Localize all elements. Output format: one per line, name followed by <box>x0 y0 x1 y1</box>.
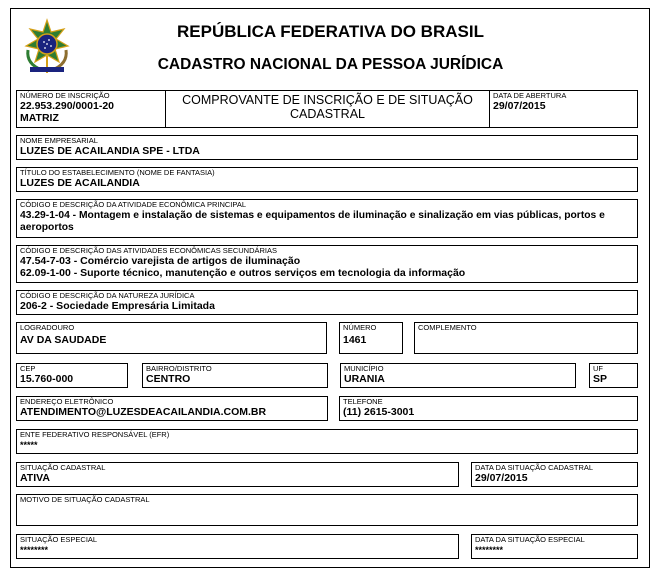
cep-label: CEP <box>20 364 36 373</box>
email-box <box>16 396 328 421</box>
situacao-value: ATIVA <box>20 472 50 484</box>
logradouro-value: AV DA SAUDADE <box>20 334 107 346</box>
atividade-secundaria-item: 62.09-1-00 - Suporte técnico, manutenção e outros serviços em tecnologia da informação <box>20 267 466 279</box>
nome-fantasia-label: TÍTULO DO ESTABELECIMENTO (NOME DE FANTASIA) <box>20 168 215 177</box>
inscricao-box <box>16 90 166 128</box>
data-situacao-value: 29/07/2015 <box>475 472 528 484</box>
numero-box <box>339 322 403 354</box>
email-value: ATENDIMENTO@LUZESDEACAILANDIA.COM.BR <box>20 406 267 418</box>
efr-value: ***** <box>20 440 38 450</box>
municipio-label: MUNICÍPIO <box>344 364 384 373</box>
situacao-especial-value: ******** <box>20 545 49 555</box>
nome-fantasia-box <box>16 167 638 192</box>
comprovante-title-line1: COMPROVANTE DE INSCRIÇÃO E DE SITUAÇÃO <box>182 93 473 107</box>
bairro-value: CENTRO <box>146 373 191 385</box>
inscricao-number: 22.953.290/0001-20 <box>20 100 115 112</box>
atividades-secundarias-box <box>16 245 638 283</box>
natureza-juridica-value: 206-2 - Sociedade Empresária Limitada <box>20 300 215 312</box>
bairro-label: BAIRRO/DISTRITO <box>146 364 212 373</box>
natureza-juridica-box <box>16 290 638 315</box>
numero-label: NÚMERO <box>343 323 377 332</box>
efr-label: ENTE FEDERATIVO RESPONSÁVEL (EFR) <box>20 430 170 439</box>
municipio-box <box>340 363 576 388</box>
natureza-juridica-label: CÓDIGO E DESCRIÇÃO DA NATUREZA JURÍDICA <box>20 291 195 300</box>
logradouro-label: LOGRADOURO <box>20 323 75 332</box>
inscricao-label: NÚMERO DE INSCRIÇÃO <box>20 91 110 100</box>
atividade-principal-value: 43.29-1-04 - Montagem e instalação de sistemas e equipamentos de iluminação e sinalização em vias públicas, portos e aeroportos <box>20 210 605 233</box>
inscricao-type: MATRIZ <box>20 112 59 124</box>
telefone-label: TELEFONE <box>343 397 383 406</box>
complemento-box <box>414 322 638 354</box>
bairro-box <box>142 363 328 388</box>
cep-value: 15.760-000 <box>20 373 74 385</box>
data-situacao-especial-label: DATA DA SITUAÇÃO ESPECIAL <box>475 535 585 544</box>
municipio-value: URANIA <box>344 373 385 385</box>
nome-empresarial-value: LUZES DE ACAILANDIA SPE - LTDA <box>20 145 200 157</box>
atividade-secundaria-item: 47.54-7-03 - Comércio varejista de artigos de iluminação <box>20 255 301 267</box>
situacao-especial-label: SITUAÇÃO ESPECIAL <box>20 535 98 544</box>
email-label: ENDEREÇO ELETRÔNICO <box>20 397 114 406</box>
cep-box <box>16 363 128 388</box>
motivo-box <box>16 494 638 526</box>
efr-box <box>16 429 638 454</box>
comprovante-title-line2: CADASTRAL <box>289 107 366 121</box>
data-situacao-especial-box <box>471 534 638 559</box>
page-title: REPÚBLICA FEDERATIVA DO BRASIL <box>177 22 484 41</box>
situacao-box <box>16 462 459 487</box>
data-situacao-label: DATA DA SITUAÇÃO CADASTRAL <box>475 463 594 472</box>
atividade-principal-box <box>16 199 638 238</box>
abertura-box <box>489 90 638 128</box>
telefone-value: (11) 2615-3001 <box>343 406 415 418</box>
nome-empresarial-box <box>16 135 638 160</box>
situacao-especial-box <box>16 534 459 559</box>
nome-fantasia-value: LUZES DE ACAILANDIA <box>20 177 140 189</box>
page-subtitle: CADASTRO NACIONAL DA PESSOA JURÍDICA <box>157 56 504 73</box>
abertura-value: 29/07/2015 <box>493 100 546 112</box>
telefone-box <box>339 396 638 421</box>
comprovante-box <box>165 90 490 128</box>
uf-label: UF <box>593 364 603 373</box>
complemento-label: COMPLEMENTO <box>418 323 477 332</box>
uf-value: SP <box>593 373 608 385</box>
uf-box <box>589 363 638 388</box>
motivo-label: MOTIVO DE SITUAÇÃO CADASTRAL <box>20 495 150 504</box>
atividade-principal-label: CÓDIGO E DESCRIÇÃO DA ATIVIDADE ECONÔMICA PRINCIPAL <box>20 200 247 209</box>
numero-value: 1461 <box>343 334 367 346</box>
nome-empresarial-label: NOME EMPRESARIAL <box>20 136 98 145</box>
data-situacao-box <box>471 462 638 487</box>
data-situacao-especial-value: ******** <box>475 545 504 555</box>
abertura-label: DATA DE ABERTURA <box>493 91 567 100</box>
atividades-secundarias-label: CÓDIGO E DESCRIÇÃO DAS ATIVIDADES ECONÔMICAS SECUNDÁRIAS <box>20 246 277 255</box>
situacao-label: SITUAÇÃO CADASTRAL <box>20 463 106 472</box>
logradouro-box <box>16 322 327 354</box>
